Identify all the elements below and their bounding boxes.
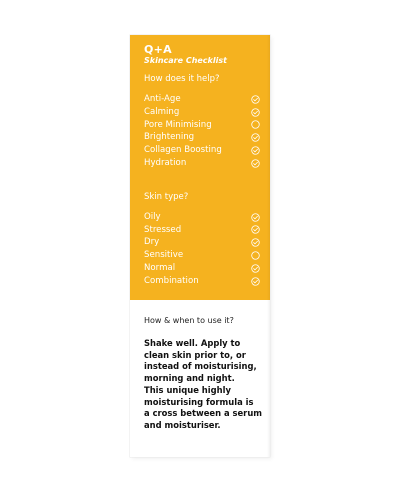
circle-check-icon [251,277,260,286]
benefits-heading: How does it help? [144,74,220,84]
checklist-title: Skincare Checklist [144,56,227,65]
circle-empty-icon [251,120,260,129]
benefit-item [144,93,260,106]
benefit-label: Collagen Boosting [144,145,222,156]
skin-type-label: Oily [144,211,161,222]
skin-type-label: Normal [144,262,176,273]
benefit-item [144,106,260,119]
skin-type-item [144,249,260,262]
checklist-panel [130,35,270,300]
circle-check-icon [251,95,260,104]
circle-check-icon [251,133,260,142]
benefit-label: Anti-Age [144,94,181,104]
usage-heading: How & when to use it? [144,316,234,325]
circle-empty-icon [251,251,260,260]
checklist-content [144,43,260,288]
circle-check-icon [251,159,260,168]
benefit-label: Hydration [144,157,187,168]
benefit-item [144,157,260,170]
circle-check-icon [251,264,260,273]
circle-check-icon [251,213,260,222]
skin-type-label: Stressed [144,224,182,235]
skin-type-item [144,275,260,288]
circle-check-icon [251,225,260,234]
circle-check-icon [251,108,260,117]
skin-type-label: Dry [144,237,160,248]
section-spacer [144,170,260,192]
circle-check-icon [251,146,260,155]
skin-type-item [144,224,260,237]
benefit-label: Calming [144,106,180,117]
box-edge-shadow [267,35,270,457]
usage-instructions: Shake well. Apply to clean skin prior to, or instead of moisturising, morning and night. This unique highly moisturising formula is a cross between a serum and moisturiser. [144,338,263,430]
product-box [130,35,270,457]
skin-type-heading: Skin type? [144,191,189,202]
benefit-item [144,119,260,132]
skin-type-label: Combination [144,275,199,286]
usage-panel [130,315,270,457]
brand-logo: Q+A [144,43,172,56]
circle-check-icon [251,238,260,247]
skin-type-label: Sensitive [144,250,184,261]
skin-type-item [144,262,260,275]
benefit-label: Brightening [144,132,195,143]
skin-type-item [144,236,260,249]
benefit-label: Pore Minimising [144,119,212,130]
benefit-item [144,131,260,144]
skin-type-list [144,211,260,288]
benefits-list [144,93,260,170]
benefit-item [144,144,260,157]
skin-type-item [144,211,260,224]
